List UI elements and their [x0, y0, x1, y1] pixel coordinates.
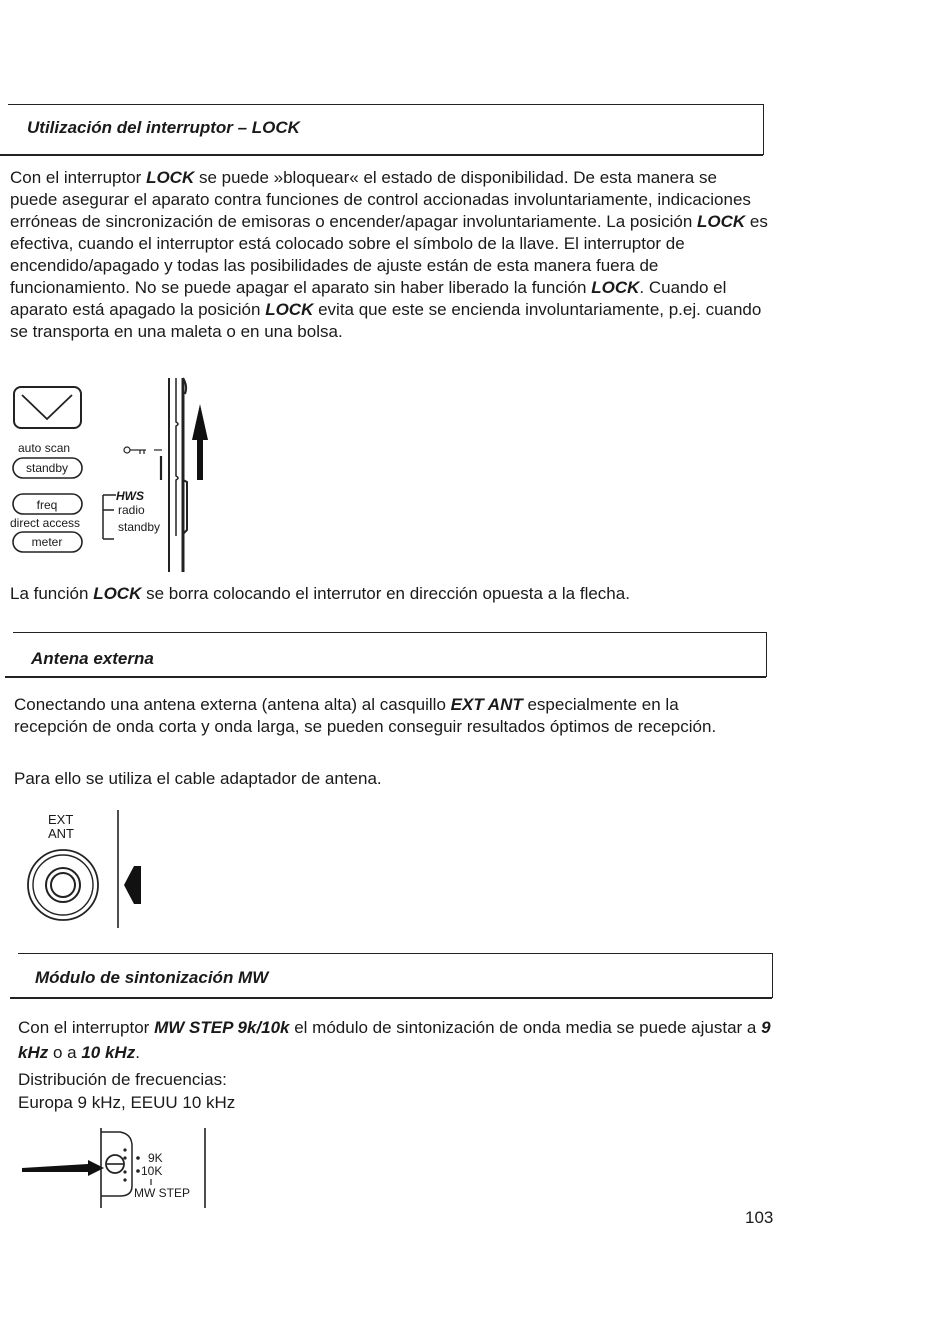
meter-button-label: meter	[31, 535, 63, 549]
ant-label: ANT	[48, 826, 74, 841]
mw-body-paragraph: Con el interruptor MW STEP 9k/10k el módulo de sintonización de onda media se puede ajustar a 9 kHz o a 10 kHz.	[18, 1018, 771, 1062]
radio-label: radio	[118, 503, 145, 517]
section-rule	[0, 154, 763, 156]
section-title-lock: Utilización del interruptor – LOCK	[27, 118, 300, 137]
standby-button-label: standby	[25, 461, 69, 475]
ext-label: EXT	[48, 812, 74, 827]
mw-step-switch	[101, 1128, 132, 1208]
standby-label: standby	[118, 520, 161, 534]
emphasized-term: LOCK	[146, 168, 195, 187]
frequency-distribution-value: Europa 9 kHz, EEUU 10 kHz	[18, 1093, 236, 1112]
lock-body-paragraph: Con el interruptor LOCK se puede »bloquear« el estado de disponibilidad. De esta manera se puede asegurar el aparato contra funciones de control accionadas involuntariamente, indicaciones erróneas de sincronización de emisoras o encender/apagar involuntariamente. La posición LOCK es efectiva, cuando el interruptor está colocado sobre el símbolo de la llave. El interruptor de encendido/apagado y todas las posibilidades de ajuste están de esta manera fuera de funcionamiento. No se puede apagar el aparato sin haber liberado la función LOCK. Cuando el aparato está apagado la posición LOCK evita que este se encienda involuntariamente, p.ej. cuando se transporta en una maleta o en una bolsa.	[10, 168, 768, 341]
9k-label: 9K	[148, 1151, 163, 1165]
auto-scan-label: auto scan	[18, 441, 71, 455]
emphasized-term: LOCK	[591, 278, 640, 297]
emphasized-term: 10 kHz	[81, 1043, 136, 1062]
section-title-mw: Módulo de sintonización MW	[35, 968, 269, 987]
chevron-down-icon	[22, 395, 72, 419]
arrow-up-icon	[192, 404, 208, 480]
emphasized-term: EXT ANT	[450, 695, 523, 714]
bullet-dot	[136, 1156, 140, 1160]
emphasized-term: LOCK	[93, 584, 142, 603]
antenna-body-paragraph: Conectando una antena externa (antena alta) al casquillo EXT ANT especialmente en la recepción de onda corta y onda larga, se pueden conseguir resultados óptimos de recepción.	[14, 695, 717, 736]
hws-label: HWS	[116, 489, 144, 503]
arrow-left-icon	[124, 866, 141, 904]
bullet-dot	[136, 1169, 140, 1173]
antenna-socket-icon	[28, 850, 98, 920]
emphasized-term: 9 kHz	[18, 1018, 771, 1062]
emphasized-term: MW STEP 9k/10k	[154, 1018, 290, 1037]
10k-label: 10K	[141, 1164, 163, 1178]
slider-contour	[176, 378, 178, 536]
frequency-distribution-label: Distribución de frecuencias:	[18, 1070, 227, 1089]
arrow-right-icon	[22, 1160, 104, 1176]
emphasized-term: LOCK	[697, 212, 746, 231]
emphasized-term: LOCK	[265, 300, 314, 319]
ext-ant-diagram	[24, 808, 164, 930]
freq-button-label: freq	[36, 498, 58, 512]
key-icon	[124, 447, 162, 454]
mw-step-diagram	[22, 1124, 212, 1208]
page-number: 103	[745, 1208, 774, 1227]
section-rule	[10, 997, 772, 999]
section-title-antenna: Antena externa	[31, 649, 154, 668]
section-rule	[5, 676, 766, 678]
mw-step-label: MW STEP	[134, 1186, 190, 1200]
lock-switch-diagram	[8, 376, 228, 572]
antenna-body-paragraph-2: Para ello se utiliza el cable adaptador de antena.	[14, 769, 382, 788]
hws-bracket	[103, 495, 116, 539]
auto-scan-button-outline	[14, 387, 81, 428]
direct-access-label: direct access	[10, 516, 81, 530]
lock-note-paragraph: La función LOCK se borra colocando el interrutor en dirección opuesta a la flecha.	[10, 584, 630, 603]
